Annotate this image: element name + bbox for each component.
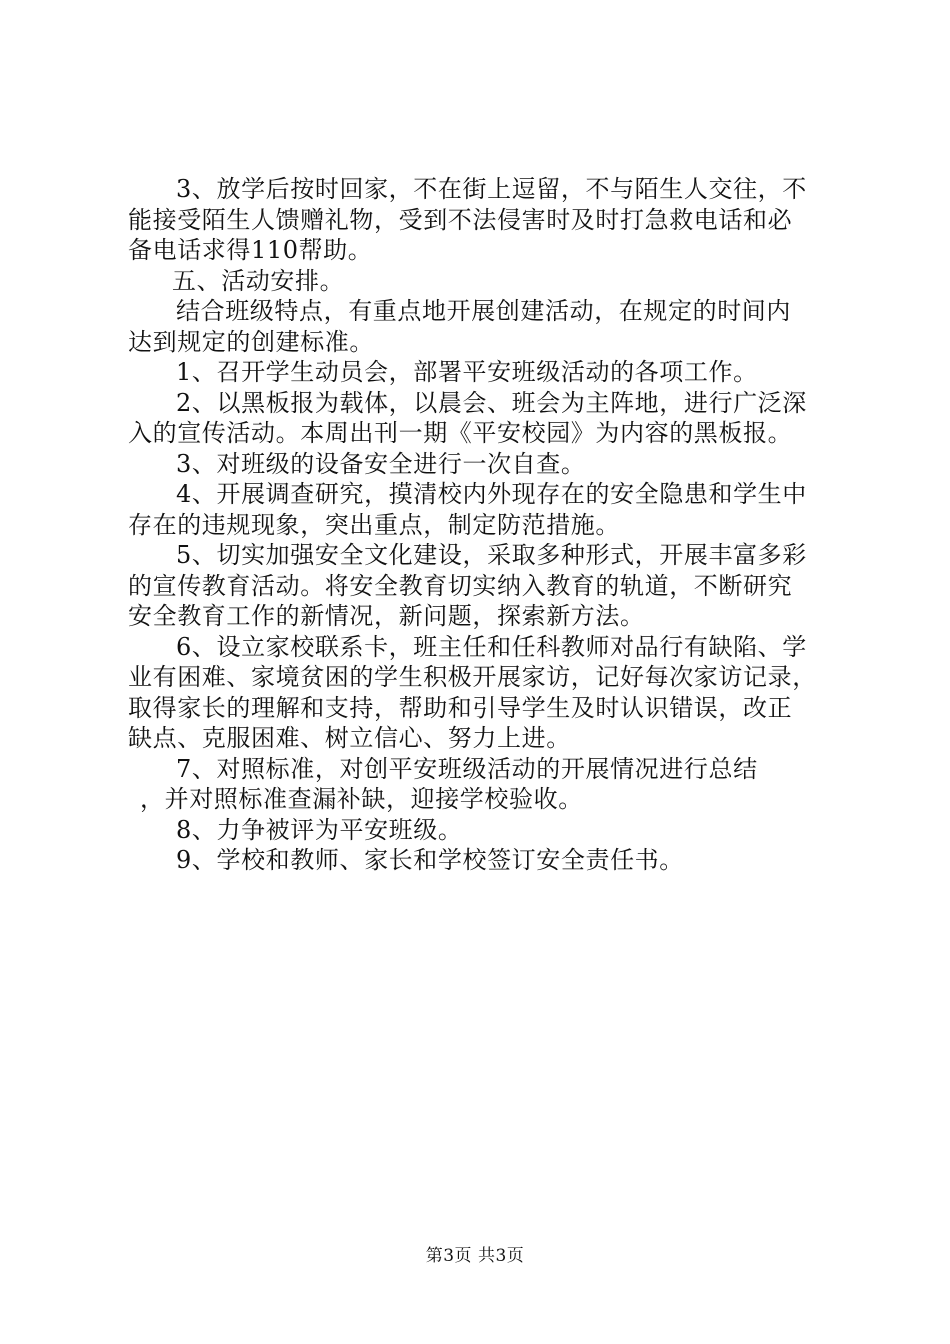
section-heading: 五、活动安排。 <box>172 266 345 295</box>
paragraph-line: 备电话求得110帮助。 <box>128 236 373 264</box>
paragraph-line: 存在的违规现象，突出重点，制定防范措施。 <box>128 510 620 539</box>
list-item-3: 3、对班级的设备安全进行一次自查。 <box>176 449 586 478</box>
list-item-8: 8、力争被评为平安班级。 <box>176 815 463 844</box>
list-item-4: 4、开展调查研究，摸清校内外现存在的安全隐患和学生中 <box>176 480 807 508</box>
paragraph-line: ，并对照标准查漏补缺，迎接学校验收。 <box>140 785 583 813</box>
list-item-2: 2、以黑板报为载体，以晨会、班会为主阵地，进行广泛深 <box>176 388 807 417</box>
document-body <box>128 174 840 876</box>
paragraph-line: 入的宣传活动。本周出刊一期《平安校园》为内容的黑板报。 <box>128 419 793 447</box>
paragraph-line: 能接受陌生人馈赠礼物，受到不法侵害时及时打急救电话和必 <box>128 205 793 234</box>
paragraph-line: 结合班级特点，有重点地开展创建活动，在规定的时间内 <box>176 297 791 325</box>
list-item-6: 6、设立家校联系卡，班主任和任科教师对品行有缺陷、学 <box>176 632 807 661</box>
list-item-9: 9、学校和教师、家长和学校签订安全责任书。 <box>176 846 684 874</box>
list-item-5: 5、切实加强安全文化建设，采取多种形式，开展丰富多彩 <box>176 541 807 569</box>
paragraph-line: 取得家长的理解和支持，帮助和引导学生及时认识错误，改正 <box>128 693 793 722</box>
paragraph-line: 安全教育工作的新情况，新问题，探索新方法。 <box>128 602 645 630</box>
paragraph-line: 3、放学后按时回家，不在街上逗留，不与陌生人交往，不 <box>176 175 807 203</box>
paragraph-line: 业有困难、家境贫困的学生积极开展家访，记好每次家访记录， <box>128 663 817 691</box>
list-item-7: 7、对照标准，对创平安班级活动的开展情况进行总结 <box>176 754 758 783</box>
paragraph-line: 的宣传教育活动。将安全教育切实纳入教育的轨道，不断研究 <box>128 571 793 600</box>
paragraph-line: 缺点、克服困难、树立信心、努力上进。 <box>128 724 571 752</box>
paragraph-line: 达到规定的创建标准。 <box>128 327 374 356</box>
list-item-1: 1、召开学生动员会，部署平安班级活动的各项工作。 <box>176 358 758 386</box>
page-number-footer: 第3页 共3页 <box>425 1246 525 1266</box>
